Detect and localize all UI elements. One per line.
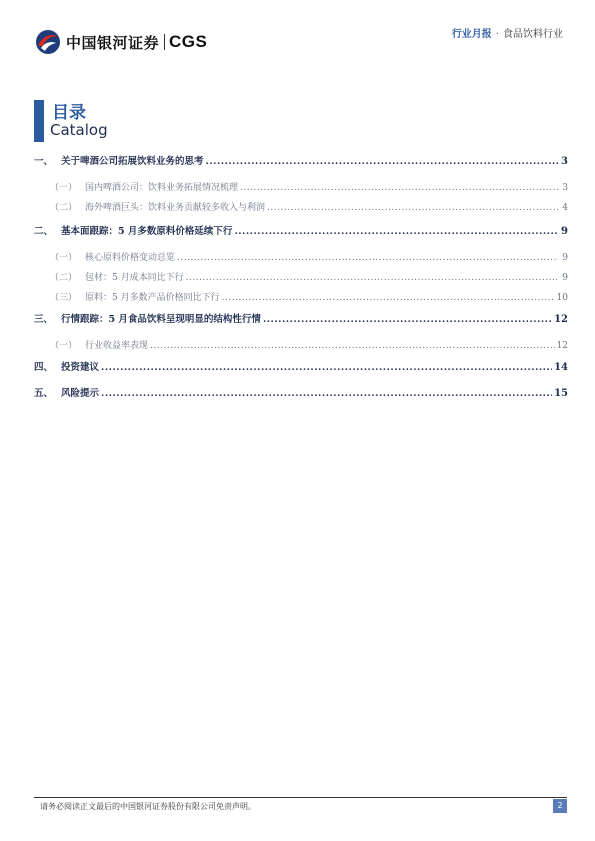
- toc-entry-title: 包材：5 月成本同比下行: [85, 273, 184, 283]
- toc-entry-page: 3: [562, 183, 568, 193]
- header-separator: ·: [495, 29, 499, 40]
- page-header: [0, 0, 595, 70]
- toc-entry-page: 12: [556, 341, 568, 351]
- toc-entry-title: 行业收益率表现: [85, 341, 149, 351]
- toc-leader-dots: [101, 360, 552, 376]
- toc-leader-dots: [186, 270, 558, 286]
- toc-entry-page: 12: [554, 314, 568, 325]
- toc-section-entry[interactable]: [34, 338, 568, 354]
- toc-section-entry[interactable]: [34, 200, 568, 216]
- toc-entry-page: 4: [562, 203, 568, 213]
- toc-leader-dots: [222, 290, 555, 306]
- toc-entry-number: （一）: [50, 341, 78, 351]
- toc-entry-number: （三）: [50, 293, 78, 303]
- toc-title-cn: 目录: [52, 103, 86, 123]
- toc-entry-number: （一）: [50, 183, 78, 193]
- toc-section-entry[interactable]: [34, 250, 568, 266]
- toc-entry-page: 15: [554, 388, 568, 399]
- toc-leader-dots: [267, 200, 558, 216]
- logo-chinese-name: 中国银河证券: [66, 33, 160, 52]
- toc-leader-dots: [150, 338, 555, 354]
- toc-entry-title: 风险提示: [61, 388, 100, 399]
- toc-entry-number: （二）: [50, 203, 78, 213]
- toc-title-en: Catalog: [50, 121, 108, 139]
- toc-entry-title: 基本面跟踪：5 月多数原料价格延续下行: [61, 226, 233, 237]
- toc-section-entry[interactable]: [34, 290, 568, 306]
- toc-entry-number: （二）: [50, 273, 78, 283]
- toc-chapter-entry[interactable]: [34, 312, 568, 328]
- toc-leader-dots: [234, 224, 558, 240]
- heading-accent-bar: [34, 100, 44, 142]
- logo-english-name: CGS: [169, 32, 208, 51]
- toc-entry-title: 原料：5 月多数产品价格同比下行: [85, 293, 220, 303]
- toc-chapter-entry[interactable]: [34, 386, 568, 402]
- toc-entry-page: 14: [554, 362, 568, 373]
- toc-entry-page: 10: [556, 293, 568, 303]
- toc-entry-title: 海外啤酒巨头：饮料业务贡献较多收入与利润: [85, 203, 266, 213]
- report-category: [452, 25, 563, 40]
- toc-section-entry[interactable]: [34, 180, 568, 196]
- toc-leader-dots: [263, 312, 552, 328]
- footer-disclaimer: 请务必阅读正文最后的中国银河证券股份有限公司免责声明。: [40, 802, 256, 811]
- toc-entry-page: 9: [562, 273, 568, 283]
- toc-entry-number: 一、: [34, 156, 54, 167]
- toc-entry-page: 9: [562, 253, 568, 263]
- toc-entry-page: 9: [561, 226, 568, 237]
- toc-entry-title: 行情跟踪：5 月食品饮料呈现明显的结构性行情: [61, 314, 261, 325]
- toc-leader-dots: [101, 386, 552, 402]
- toc-chapter-entry[interactable]: [34, 154, 568, 170]
- toc-leader-dots: [206, 154, 558, 170]
- toc-entry-number: 五、: [34, 388, 54, 399]
- toc-entry-number: 三、: [34, 314, 54, 325]
- toc-section-entry[interactable]: [34, 270, 568, 286]
- toc-leader-dots: [177, 250, 558, 266]
- toc-leader-dots: [240, 180, 558, 196]
- report-type: 行业月报: [451, 29, 492, 40]
- toc-entry-title: 国内啤酒公司：饮料业务拓展情况梳理: [85, 183, 239, 193]
- toc-chapter-entry[interactable]: [34, 224, 568, 240]
- toc-entry-title: 核心原料价格变动总览: [85, 253, 176, 263]
- toc-chapter-entry[interactable]: [34, 360, 568, 376]
- logo-divider: [164, 34, 165, 50]
- industry-name: 食品饮料行业: [503, 29, 563, 40]
- toc-entry-page: 3: [561, 156, 568, 167]
- cgs-logo-icon: [34, 28, 62, 56]
- footer-divider: [34, 797, 567, 798]
- toc-entry-number: （一）: [50, 253, 78, 263]
- company-logo: [34, 28, 207, 56]
- toc-entry-number: 二、: [34, 226, 54, 237]
- page-number-badge: 2: [553, 799, 567, 813]
- toc-entry-title: 关于啤酒公司拓展饮料业务的思考: [61, 156, 204, 167]
- toc-entry-number: 四、: [34, 362, 54, 373]
- toc-entry-title: 投资建议: [61, 362, 100, 373]
